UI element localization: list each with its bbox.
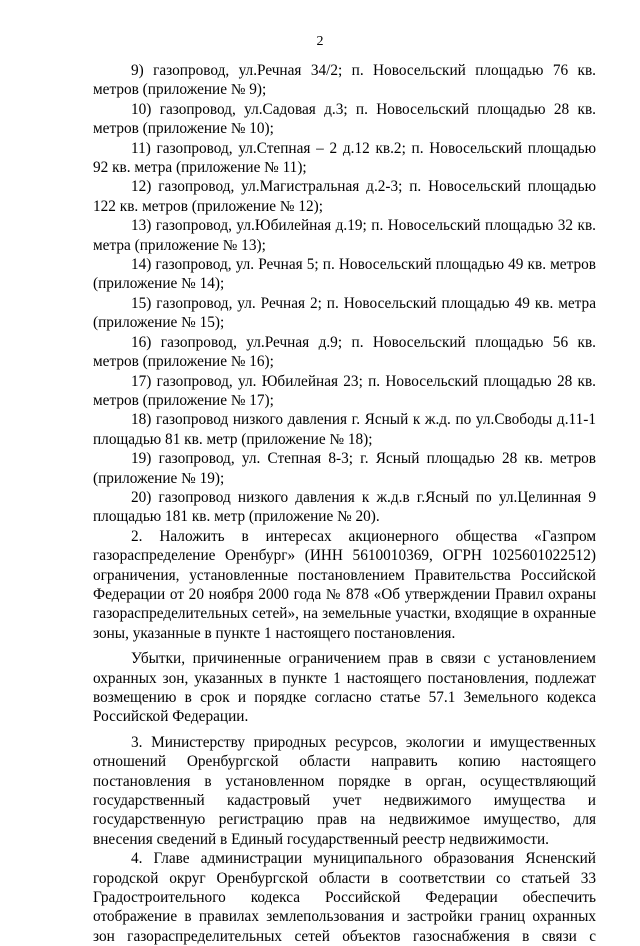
list-item-10: 10) газопровод, ул.Садовая д.3; п. Новосельский площадью 28 кв. метров (приложение № 10); xyxy=(93,100,596,138)
paragraph-item-3: 3. Министерству природных ресурсов, экологии и имущественных отношений Оренбургской области направить копию настоящего постановления в установленном порядке в орган, осуществляющий государственный кадастровый учет недвижимого имущества и государственную регистрацию прав на недвижимое имущество, для внесения сведений в Единый государственный реестр недвижимости. xyxy=(93,733,596,848)
list-item-18: 18) газопровод низкого давления г. Ясный к ж.д. по ул.Свободы д.11-1 площадью 81 кв. метр (приложение № 18); xyxy=(93,411,596,448)
list-item-15: 15) газопровод, ул. Речная 2; п. Новосельский площадью 49 кв. метра (приложение № 15); xyxy=(93,294,596,332)
paragraph-losses: Убытки, причиненные ограничением прав в связи с установлением охранных зон, указанных в пункте 1 настоящего постановления, подлежат возмещению в срок и порядке согласно статье 57.1 Земельного кодекса Российской Федерации. xyxy=(93,650,596,726)
paragraph-item-4: 4. Главе администрации муниципального образования Ясненский городской округ Оренбургской области в соответствии со статьей 33 Градостроительного кодекса Российской Федерации обеспечить отображение в правилах землепользования и застройки границ охранных зон газораспределительных сетей объектов газоснабжения в связи с xyxy=(93,850,596,945)
page-number: 2 xyxy=(316,34,324,49)
list-item-16: 16) газопровод, ул.Речная д.9; п. Новосельский площадью 56 кв. метров (приложение № 16); xyxy=(93,333,596,371)
list-item-20: 20) газопровод низкого давления к ж.д.в г.Ясный по ул.Целинная 9 площадью 181 кв. метр (приложение № 20). xyxy=(93,488,596,526)
paragraph-item-2: 2. Наложить в интересах акционерного общества «Газпром газораспределение Оренбург» (ИНН 5610010369, ОГРН 1025601022512) ограничения, установленные постановлением Правительства Российской Федерации от 20 ноября 2000 года № 878 «Об утверждении Правил охраны газораспределительных сетей», на земельные участки, входящие в охранные зоны, указанные в пункте 1 настоящего постановления. xyxy=(93,527,596,642)
list-item-13: 13) газопровод, ул.Юбилейная д.19; п. Новосельский площадью 32 кв. метра (приложение № 13); xyxy=(93,217,596,254)
list-item-17: 17) газопровод, ул. Юбилейная 23; п. Новосельский площадью 28 кв. метров (приложение № 17); xyxy=(93,372,596,409)
list-item-19: 19) газопровод, ул. Степная 8-3; г. Ясный площадью 28 кв. метров (приложение № 19); xyxy=(93,450,596,487)
list-item-12: 12) газопровод, ул.Магистральная д.2-3; п. Новосельский площадью 122 кв. метров (приложение № 12); xyxy=(93,178,596,215)
list-item-9: 9) газопровод, ул.Речная 34/2; п. Новосельский площадью 76 кв. метров (приложение № 9); xyxy=(93,62,596,99)
list-item-14: 14) газопровод, ул. Речная 5; п. Новосельский площадью 49 кв. метров (приложение № 14); xyxy=(93,256,596,293)
list-item-11: 11) газопровод, ул.Степная – 2 д.12 кв.2; п. Новосельский площадью 92 кв. метра (приложение № 11); xyxy=(93,139,596,177)
document-body xyxy=(93,61,596,946)
